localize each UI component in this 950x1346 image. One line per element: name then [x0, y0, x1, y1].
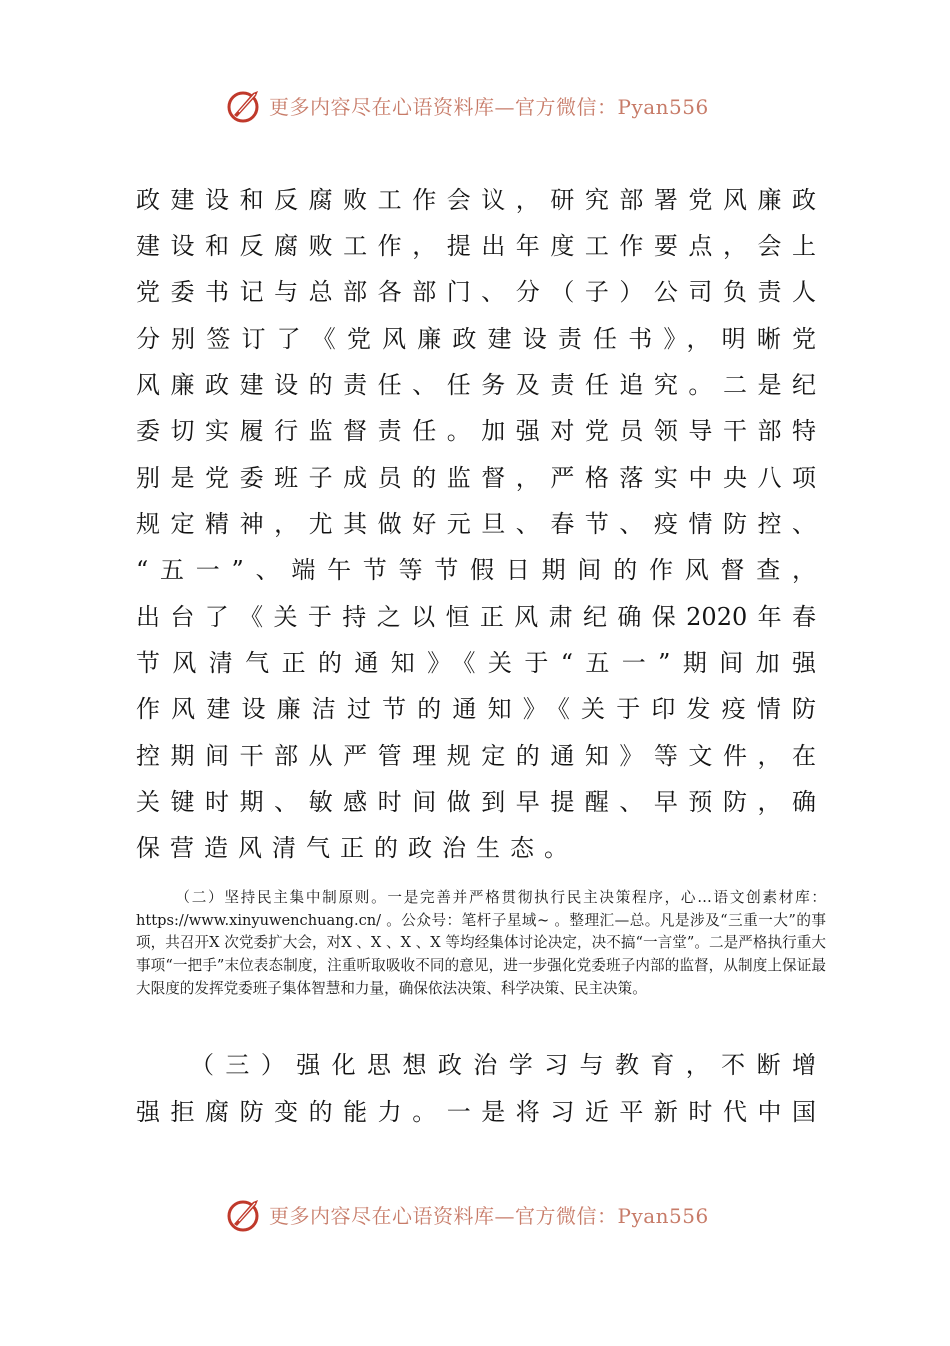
- body-line-last: 保营造风清气正的政治生态。: [136, 834, 568, 862]
- small-paragraph: [136, 887, 826, 1001]
- header-banner: [225, 83, 709, 127]
- banner-text: 更多内容尽在心语资料库—官方微信：Pyan556: [269, 1203, 709, 1228]
- body-line: 别是党委班子成员的监督，严格落实中央八项: [136, 464, 816, 492]
- body-line: 出台了《关于持之以恒正风肃纪确保2020年春: [136, 603, 816, 631]
- body-line: 节风清气正的通知》《关于“五一”期间加强: [136, 649, 816, 677]
- quill-logo-icon: [225, 1194, 265, 1234]
- body-line: 党委书记与总部各部门、分（子）公司负责人: [136, 278, 816, 306]
- footer-banner: [225, 1192, 709, 1236]
- small-paragraph-text: （二）坚持民主集中制原则。一是完善并严格贯彻执行民主决策程序，心…语文创素材库：https://www.xinyuwenchuang.cn/ 。公众号：笔杆子星域~ 。整理汇—总。凡是涉及“三重一大”的事项，共召开X 次党委扩大会，对X 、X 、X 、X 等均经集体讨论决定，决不搞“一言堂”。二是严格执行重大事项“一把手”末位表态制度，注重听取吸收不同的意见，进一步强化党委班子内部的监督，从制度上保证最大限度的发挥党委班子集体智慧和力量，确保依法决策、科学决策、民主决策。: [136, 889, 826, 997]
- body-line: 控期间干部从严管理规定的通知》等文件，在: [136, 742, 816, 770]
- body-line: 风廉政建设的责任、任务及责任追究。二是纪: [136, 371, 816, 399]
- body-line: 关键时期、敏感时间做到早提醒、早预防，确: [136, 788, 816, 816]
- quill-logo-icon: [225, 85, 265, 125]
- body-line: 规定精神，尤其做好元旦、春节、疫情防控、: [136, 510, 816, 538]
- banner-text: 更多内容尽在心语资料库—官方微信：Pyan556: [269, 94, 709, 119]
- section3-line2: 强拒腐防变的能力。一是将习近平新时代中国: [136, 1098, 816, 1126]
- body-line: 政建设和反腐败工作会议，研究部署党风廉政: [136, 186, 816, 214]
- body-line: “五一”、端午节等节假日期间的作风督查，: [136, 556, 816, 584]
- body-line: 作风建设廉洁过节的通知》《关于印发疫情防: [136, 695, 816, 723]
- body-line: 委切实履行监督责任。加强对党员领导干部特: [136, 417, 816, 445]
- body-line: 分别签订了《党风廉政建设责任书》，明晰党: [136, 325, 816, 353]
- section3-line1: （三）强化思想政治学习与教育，不断增: [190, 1051, 816, 1079]
- body-line: 建设和反腐败工作，提出年度工作要点，会上: [136, 232, 816, 260]
